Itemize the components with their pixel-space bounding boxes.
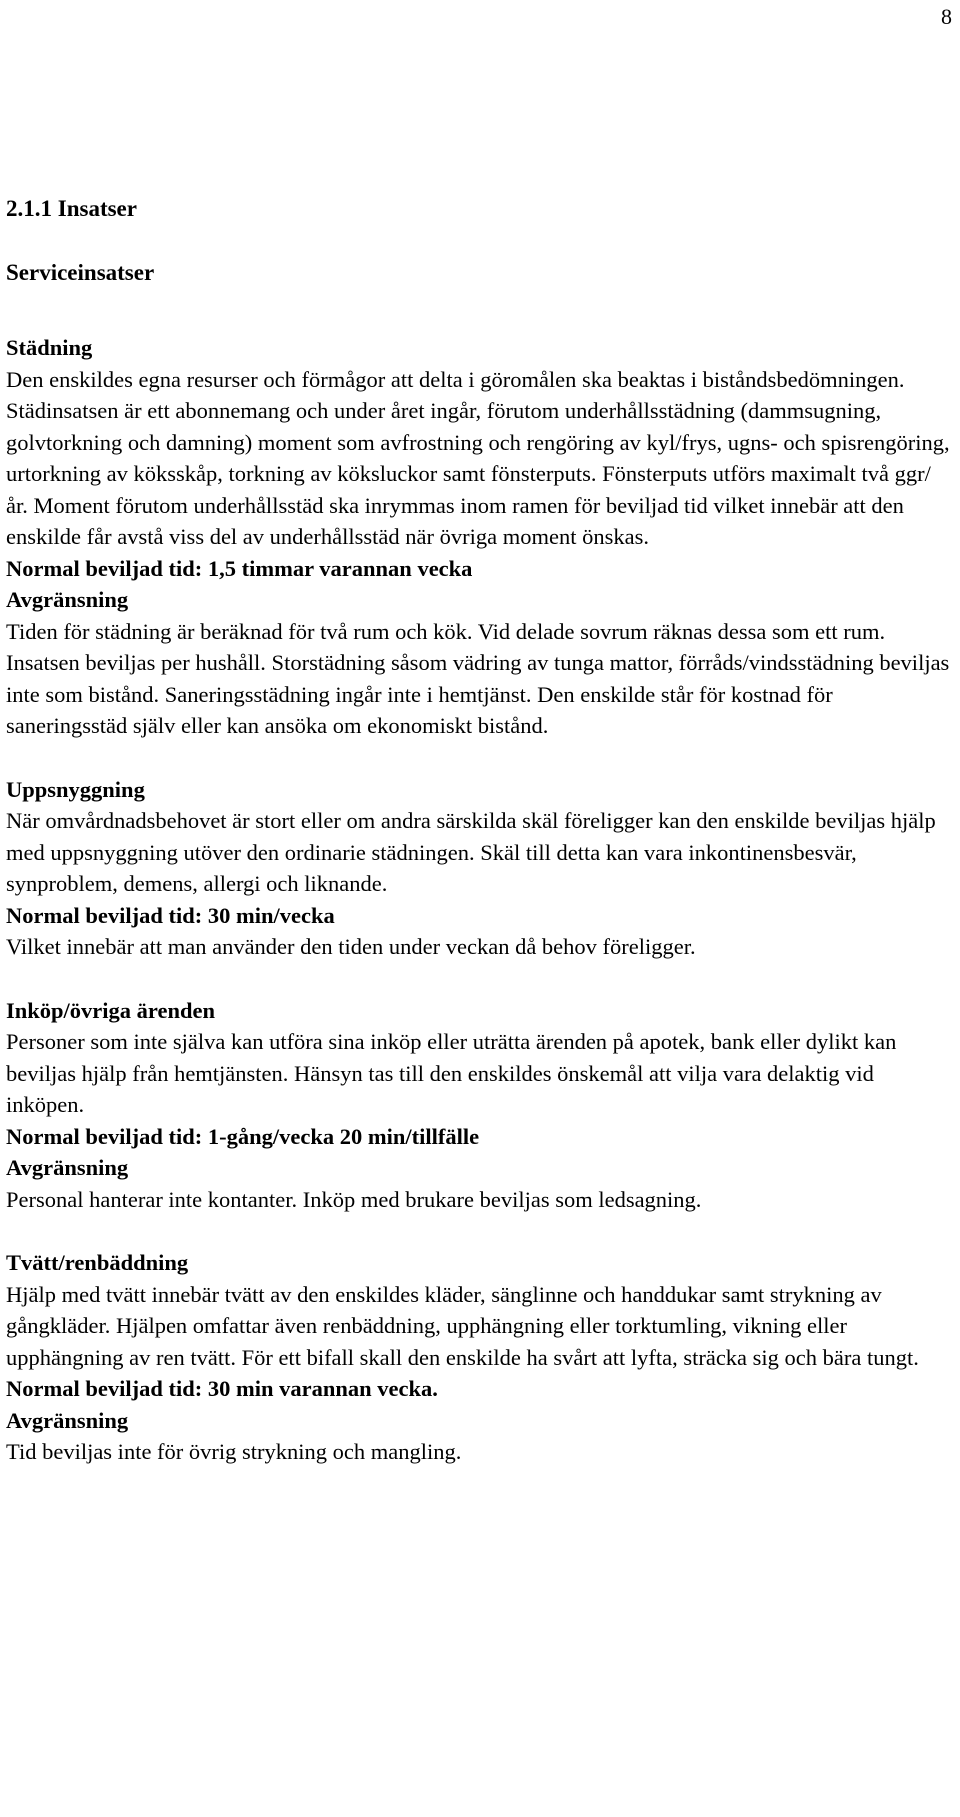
inkop-limit-text: Personal hanterar inte kontanter. Inköp med brukare beviljas som ledsagning. xyxy=(6,1186,702,1212)
tvatt-text: Hjälp med tvätt innebär tvätt av den enskildes kläder, sänglinne och handdukar samt strykning av gångkläder. Hjälpen omfattar även renbäddning, upphängning eller torktumling, vikning eller upphängning av ren tvätt. För ett bifall skall den enskilde ha svårt att lyfta, sträcka sig och bära tungt. xyxy=(6,1281,919,1370)
uppsnyggning-title: Uppsnyggning xyxy=(6,776,145,802)
tvatt-limit-text: Tid beviljas inte för övrig strykning och mangling. xyxy=(6,1439,462,1464)
uppsnyggning-normal-time: Normal beviljad tid: 30 min/vecka xyxy=(6,902,335,928)
inkop-text: Personer som inte själva kan utföra sina inköp eller uträtta ärenden på apotek, bank eller dylikt kan beviljas hjälp från hemtjänsten. Hänsyn tas till den enskildes önskemål att vilja vara delaktig vid inköpen. xyxy=(6,1029,897,1117)
section-heading: 2.1.1 Insatser xyxy=(6,196,137,221)
stadning-title: Städning xyxy=(6,335,93,360)
stadning-text: Den enskildes egna resurser och förmågor att delta i göromålen ska beaktas i biståndsbedömningen. Städinsatsen är ett abonnemang och under året ingår, förutom underhållsstädning (dammsugning, golvtorkning och damning) moment som avfrostning och rengöring av kyl/frys, ugns- och spisrengöring, urtorkning av köksskåp, torkning av köksluckor samt fönsterputs. Fönsterputs utförs maximalt två ggr/år. Moment förutom underhållsstäd ska inrymmas inom ramen för beviljad tid vilket innebär att den enskilde får avstå viss del av underhållsstäd när övriga moment önskas. xyxy=(6,366,950,549)
inkop-limit-title: Avgränsning xyxy=(6,1155,129,1180)
subsection-heading: Serviceinsatser xyxy=(6,260,155,285)
stadning-limit-text: Tiden för städning är beräknad för två rum och kök. Vid delade sovrum räknas dessa som ett rum. Insatsen beviljas per hushåll. Storstädning såsom vädring av tunga mattor, förråds/vindsstädning beviljas inte som bistånd. Saneringsstädning ingår inte i hemtjänst. Den enskilde står för kostnad för saneringsstäd själv eller kan ansöka om ekonomiskt bistånd. xyxy=(6,618,950,738)
stadning-normal-time: Normal beviljad tid: 1,5 timmar varannan vecka xyxy=(6,555,473,581)
uppsnyggning-after-text: Vilket innebär att man använder den tiden under veckan då behov föreligger. xyxy=(6,934,696,959)
section-stadning xyxy=(6,332,950,742)
tvatt-normal-time: Normal beviljad tid: 30 min varannan vecka. xyxy=(6,1376,438,1401)
document-content xyxy=(6,196,950,1468)
inkop-normal-time: Normal beviljad tid: 1-gång/vecka 20 min/tillfälle xyxy=(6,1123,480,1149)
tvatt-limit-title: Avgränsning xyxy=(6,1407,129,1433)
tvatt-title: Tvätt/renbäddning xyxy=(6,1250,189,1275)
uppsnyggning-text: När omvårdnadsbehovet är stort eller om andra särskilda skäl föreligger kan den enskilde beviljas hjälp med uppsnyggning utöver den ordinarie städningen. Skäl till detta kan vara inkontinensbesvär, synproblem, demens, allergi och liknande. xyxy=(6,808,936,896)
section-tvatt xyxy=(6,1247,950,1468)
section-inkop xyxy=(6,995,950,1216)
section-uppsnyggning xyxy=(6,774,950,963)
page-number: 8 xyxy=(941,4,952,29)
stadning-limit-title: Avgränsning xyxy=(6,587,129,612)
inkop-title: Inköp/övriga ärenden xyxy=(6,997,216,1023)
